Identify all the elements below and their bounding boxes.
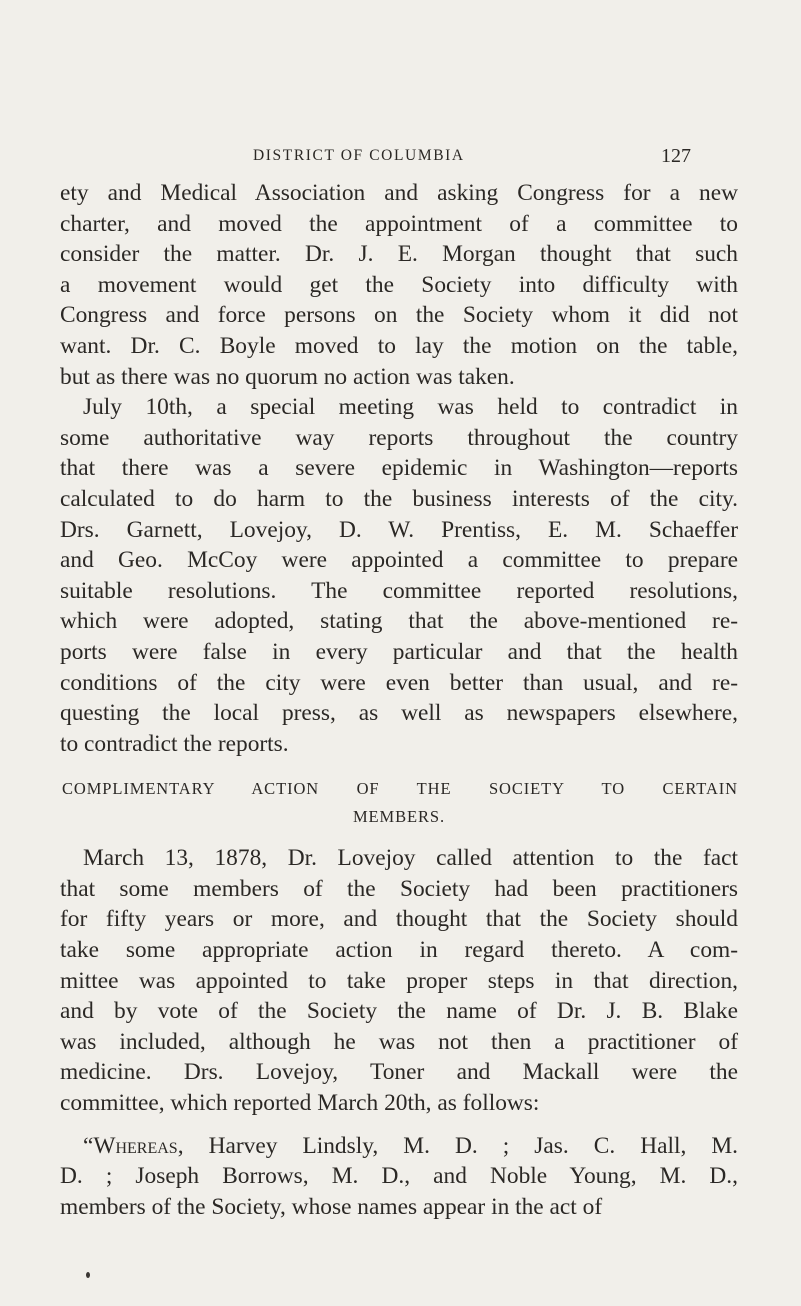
paragraph-epidemic-meeting — [60, 392, 738, 759]
text-line: want. Dr. C. Boyle moved to lay the motion on the table, — [60, 332, 738, 359]
text-line: calculated to do harm to the business interests of the city. — [60, 485, 738, 512]
text-line: Drs. Garnett, Lovejoy, D. W. Prentiss, E. M. Schaeffer — [60, 516, 738, 543]
page-number: 127 — [661, 145, 691, 167]
text-line: to contradict the reports. — [60, 730, 289, 757]
text-line: take some appropriate action in regard thereto. A com- — [60, 937, 738, 964]
text-line: for fifty years or more, and thought that the Society should — [60, 906, 738, 933]
section-heading — [60, 775, 738, 831]
text-line: ety and Medical Association and asking Congress for a new — [60, 180, 738, 206]
running-head — [0, 145, 801, 169]
body-text — [60, 178, 738, 1222]
paragraph-society-charter — [60, 178, 738, 392]
running-title: DISTRICT OF COLUMBIA — [253, 147, 465, 164]
text-line: medicine. Drs. Lovejoy, Toner and Mackall were the — [60, 1059, 738, 1086]
text-line: and Geo. McCoy were appointed a committee to prepare — [60, 547, 738, 574]
section-heading-line-2: MEMBERS. — [352, 807, 445, 827]
text-line: that some members of the Society had been practitioners — [60, 875, 738, 902]
text-line: ports were false in every particular and that the health — [60, 638, 738, 665]
text-line: that there was a severe epidemic in Washington—reports — [60, 455, 738, 482]
text-line: questing the local press, as well as newspapers elsewhere, — [60, 700, 738, 727]
text-line: charter, and moved the appointment of a committee to — [60, 210, 738, 237]
text-line — [60, 1131, 738, 1162]
text-line: suitable resolutions. The committee reported resolutions, — [60, 577, 738, 604]
text-line: members of the Society, whose names appear in the act of — [60, 1193, 603, 1220]
text-line: but as there was no quorum no action was taken. — [60, 363, 515, 390]
whereas-line-rest: , Harvey Lindsly, M. D. ; Jas. C. Hall, M. — [177, 1132, 738, 1159]
text-line: and by vote of the Society the name of Dr. J. B. Blake — [60, 998, 738, 1025]
text-line: D. ; Joseph Borrows, M. D., and Noble Young, M. D., — [60, 1163, 738, 1190]
paragraph-complimentary-action — [60, 843, 738, 1118]
text-line: March 13, 1878, Dr. Lovejoy called attention to the fact — [83, 845, 738, 872]
text-line: July 10th, a special meeting was held to contradict in — [83, 394, 738, 421]
text-line: a movement would get the Society into difficulty with — [60, 271, 738, 298]
text-line: committee, which reported March 20th, as follows: — [60, 1090, 540, 1117]
open-quote: “ — [83, 1132, 94, 1159]
text-line: was included, although he was not then a practitioner of — [60, 1028, 738, 1055]
section-heading-line-1: COMPLIMENTARY ACTION OF THE SOCIETY TO CERTAIN — [62, 779, 738, 799]
paragraph-whereas-resolution — [60, 1131, 738, 1223]
text-line: Congress and force persons on the Society whom it did not — [60, 302, 738, 329]
ink-speck — [86, 1272, 90, 1278]
text-line: some authoritative way reports throughout the country — [60, 424, 738, 451]
whereas-word: Whereas — [93, 1132, 178, 1159]
text-line: consider the matter. Dr. J. E. Morgan thought that such — [60, 241, 738, 268]
text-line: mittee was appointed to take proper steps in that direction, — [60, 967, 738, 994]
text-line: which were adopted, stating that the above-mentioned re- — [60, 608, 738, 635]
text-line: conditions of the city were even better than usual, and re- — [60, 669, 738, 696]
